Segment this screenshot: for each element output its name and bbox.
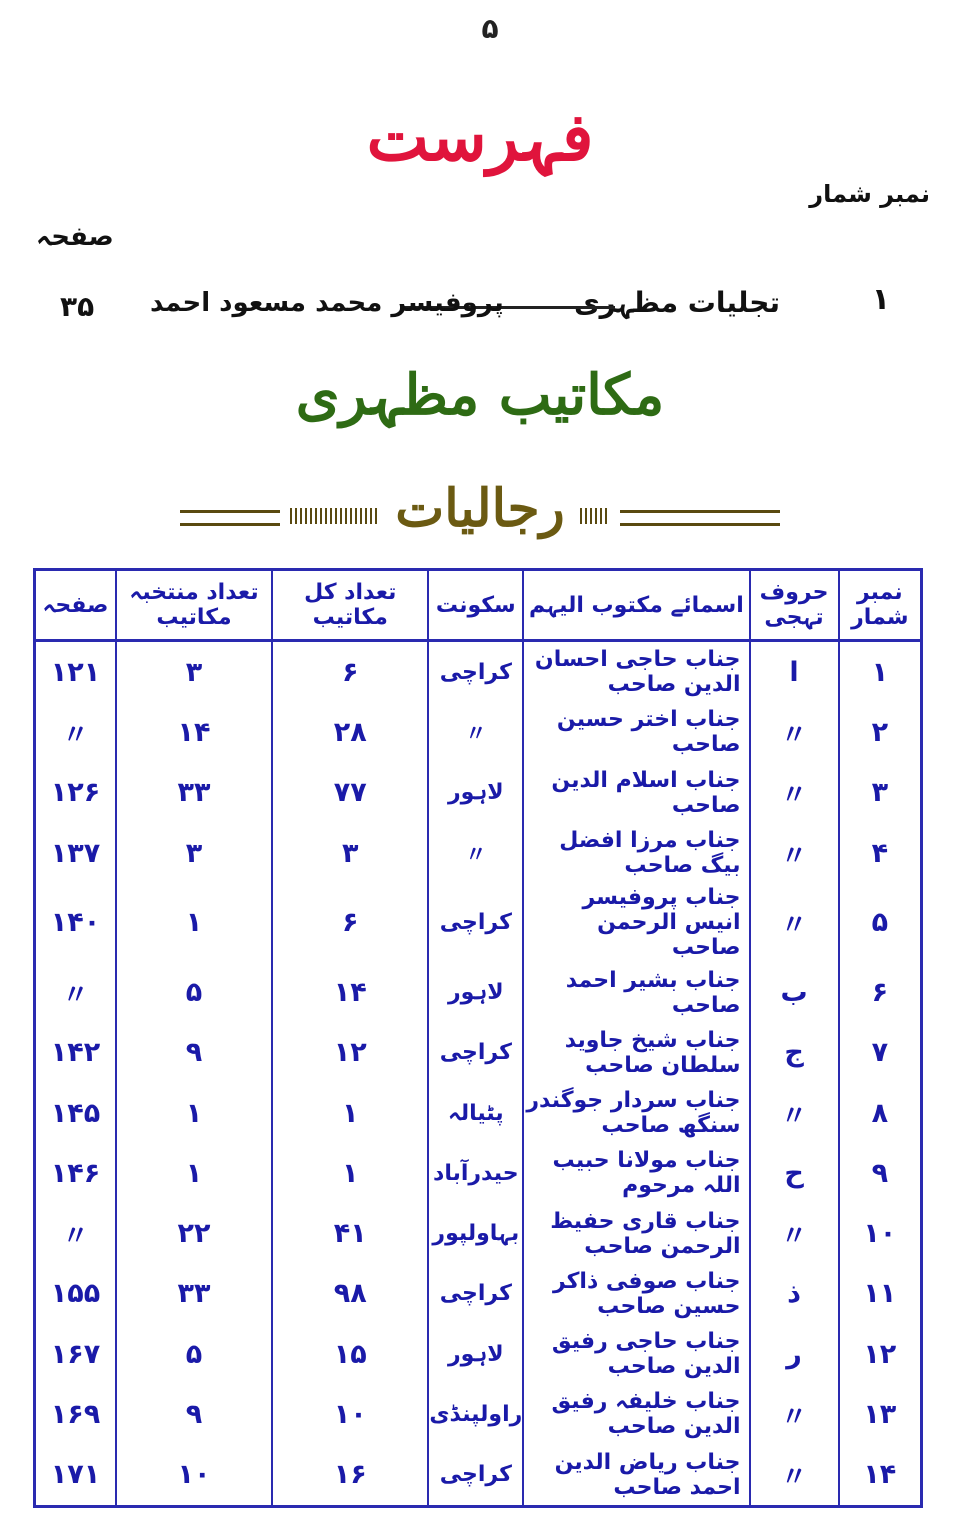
selected-letters-cell: ۱۰ [116, 1445, 272, 1507]
table-header-row [35, 570, 922, 641]
table-row [35, 1445, 922, 1507]
letter-cell: ر [750, 1324, 839, 1384]
letter-cell: 〃 [750, 883, 839, 962]
city-cell: حیدرآباد [428, 1143, 523, 1203]
total-letters-cell: ۱۴ [272, 962, 428, 1022]
name-cell: جناب ریاض الدین احمد صاحب [523, 1445, 749, 1507]
serial-cell: ۶ [839, 962, 922, 1022]
city-cell: 〃 [428, 823, 523, 883]
serial-cell: ۳ [839, 763, 922, 823]
page-cell: 〃 [35, 1204, 116, 1264]
letter-cell: ح [750, 1143, 839, 1203]
table-row [35, 1143, 922, 1203]
page-cell: ۱۴۰ [35, 883, 116, 962]
name-cell: جناب اسلام الدین صاحب [523, 763, 749, 823]
subsection-title: رجالیات [395, 478, 565, 539]
total-letters-cell: ۱۰ [272, 1384, 428, 1444]
page-cell: ۱۶۹ [35, 1384, 116, 1444]
total-letters-cell: ۷۷ [272, 763, 428, 823]
city-cell: کراچی [428, 1445, 523, 1507]
name-cell: جناب مرزا افضل بیگ صاحب [523, 823, 749, 883]
name-cell: جناب شیخ جاوید سلطان صاحب [523, 1023, 749, 1083]
total-letters-cell: ۱۵ [272, 1324, 428, 1384]
city-cell: لاہور [428, 1324, 523, 1384]
selected-letters-cell: ۳ [116, 641, 272, 703]
serial-cell: ۱ [839, 641, 922, 703]
column-header: حروف تہجی [750, 570, 839, 641]
serial-cell: ۱۲ [839, 1324, 922, 1384]
city-cell: کراچی [428, 641, 523, 703]
selected-letters-cell: ۱۴ [116, 702, 272, 762]
city-cell: کراچی [428, 883, 523, 962]
letter-cell: ا [750, 641, 839, 703]
name-cell: جناب بشیر احمد صاحب [523, 962, 749, 1022]
table-row [35, 962, 922, 1022]
total-letters-cell: ۱ [272, 1083, 428, 1143]
page-title: فہرست [366, 98, 594, 176]
column-header: صفحہ [35, 570, 116, 641]
total-letters-cell: ۲۸ [272, 702, 428, 762]
page-cell: ۱۴۵ [35, 1083, 116, 1143]
page-cell: 〃 [35, 702, 116, 762]
name-cell: جناب خلیفہ رفیق الدین صاحب [523, 1384, 749, 1444]
page-cell: ۱۶۷ [35, 1324, 116, 1384]
total-letters-cell: ۱۲ [272, 1023, 428, 1083]
total-letters-cell: ۶ [272, 641, 428, 703]
selected-letters-cell: ۱ [116, 1083, 272, 1143]
serial-cell: ۴ [839, 823, 922, 883]
letter-cell: 〃 [750, 1204, 839, 1264]
serial-cell: ۹ [839, 1143, 922, 1203]
register-table [33, 568, 923, 1508]
divider-ornament-right [580, 508, 610, 524]
serial-cell: ۱۰ [839, 1204, 922, 1264]
name-cell: جناب صوفی ذاکر حسین صاحب [523, 1264, 749, 1324]
city-cell: پٹیالہ [428, 1083, 523, 1143]
city-cell: کراچی [428, 1023, 523, 1083]
selected-letters-cell: ۹ [116, 1384, 272, 1444]
page-cell: 〃 [35, 962, 116, 1022]
page-cell: ۱۳۷ [35, 823, 116, 883]
serial-cell: ۸ [839, 1083, 922, 1143]
name-cell: جناب حاجی احسان الدین صاحب [523, 641, 749, 703]
letter-cell: ب [750, 962, 839, 1022]
serial-cell: ۱۴ [839, 1445, 922, 1507]
column-header: نمبر شمار [839, 570, 922, 641]
table-row [35, 1204, 922, 1264]
column-header: تعداد منتخبہ مکاتیب [116, 570, 272, 641]
toc-title: تجلیات مظہری [573, 286, 780, 319]
table-row [35, 641, 922, 703]
selected-letters-cell: ۵ [116, 962, 272, 1022]
city-cell: بہاولپور [428, 1204, 523, 1264]
serial-cell: ۱۱ [839, 1264, 922, 1324]
table-row [35, 763, 922, 823]
total-letters-cell: ۱ [272, 1143, 428, 1203]
toc-page: ۳۵ [60, 290, 95, 323]
total-letters-cell: ۶ [272, 883, 428, 962]
selected-letters-cell: ۳۳ [116, 763, 272, 823]
letter-cell: 〃 [750, 1083, 839, 1143]
table-row [35, 883, 922, 962]
city-cell: کراچی [428, 1264, 523, 1324]
name-cell: جناب حاجی رفیق الدین صاحب [523, 1324, 749, 1384]
letter-cell: 〃 [750, 823, 839, 883]
name-cell: جناب قاری حفیظ الرحمن صاحب [523, 1204, 749, 1264]
serial-label: نمبر شمار [809, 180, 930, 208]
table-row [35, 1324, 922, 1384]
name-cell: جناب پروفیسر انیس الرحمن صاحب [523, 883, 749, 962]
total-letters-cell: ۴۱ [272, 1204, 428, 1264]
city-cell: راولپنڈی [428, 1384, 523, 1444]
selected-letters-cell: ۱ [116, 1143, 272, 1203]
page-cell: ۱۴۲ [35, 1023, 116, 1083]
name-cell: جناب اختر حسین صاحب [523, 702, 749, 762]
letter-cell: ج [750, 1023, 839, 1083]
city-cell: لاہور [428, 962, 523, 1022]
page-cell: ۱۵۵ [35, 1264, 116, 1324]
table-row [35, 1384, 922, 1444]
page-cell: ۱۲۱ [35, 641, 116, 703]
column-header: تعداد کل مکاتیب [272, 570, 428, 641]
table-body [35, 641, 922, 1507]
letter-cell: 〃 [750, 1445, 839, 1507]
toc-author: پروفیسر محمد مسعود احمد [150, 288, 504, 318]
selected-letters-cell: ۱ [116, 883, 272, 962]
letter-cell: 〃 [750, 1384, 839, 1444]
toc-serial: ۱ [871, 282, 890, 317]
selected-letters-cell: ۳۳ [116, 1264, 272, 1324]
page-number: ۵ [481, 12, 499, 45]
toc-entry [40, 282, 920, 332]
letter-cell: ذ [750, 1264, 839, 1324]
serial-cell: ۱۳ [839, 1384, 922, 1444]
serial-cell: ۷ [839, 1023, 922, 1083]
serial-cell: ۲ [839, 702, 922, 762]
table-row [35, 1083, 922, 1143]
name-cell: جناب سردار جوگندر سنگھ صاحب [523, 1083, 749, 1143]
subsection-banner [180, 478, 780, 558]
column-header: سکونت [428, 570, 523, 641]
name-cell: جناب مولانا حبیب اللہ مرحوم [523, 1143, 749, 1203]
letter-cell: 〃 [750, 702, 839, 762]
total-letters-cell: ۱۶ [272, 1445, 428, 1507]
column-header: اسمائے مکتوب الیہم [523, 570, 749, 641]
selected-letters-cell: ۳ [116, 823, 272, 883]
divider-right [620, 510, 780, 526]
city-cell: لاہور [428, 763, 523, 823]
city-cell: 〃 [428, 702, 523, 762]
page-label: صفحہ [36, 222, 114, 252]
page-cell: ۱۲۶ [35, 763, 116, 823]
table-row [35, 702, 922, 762]
selected-letters-cell: ۹ [116, 1023, 272, 1083]
table-row [35, 1264, 922, 1324]
divider-ornament-left [290, 508, 380, 524]
table-row [35, 1023, 922, 1083]
total-letters-cell: ۳ [272, 823, 428, 883]
table-row [35, 823, 922, 883]
selected-letters-cell: ۲۲ [116, 1204, 272, 1264]
section-heading: مکاتیب مظہری [295, 362, 665, 428]
divider-left [180, 510, 280, 526]
total-letters-cell: ۹۸ [272, 1264, 428, 1324]
selected-letters-cell: ۵ [116, 1324, 272, 1384]
page-cell: ۱۷۱ [35, 1445, 116, 1507]
page-cell: ۱۴۶ [35, 1143, 116, 1203]
serial-cell: ۵ [839, 883, 922, 962]
letter-cell: 〃 [750, 763, 839, 823]
